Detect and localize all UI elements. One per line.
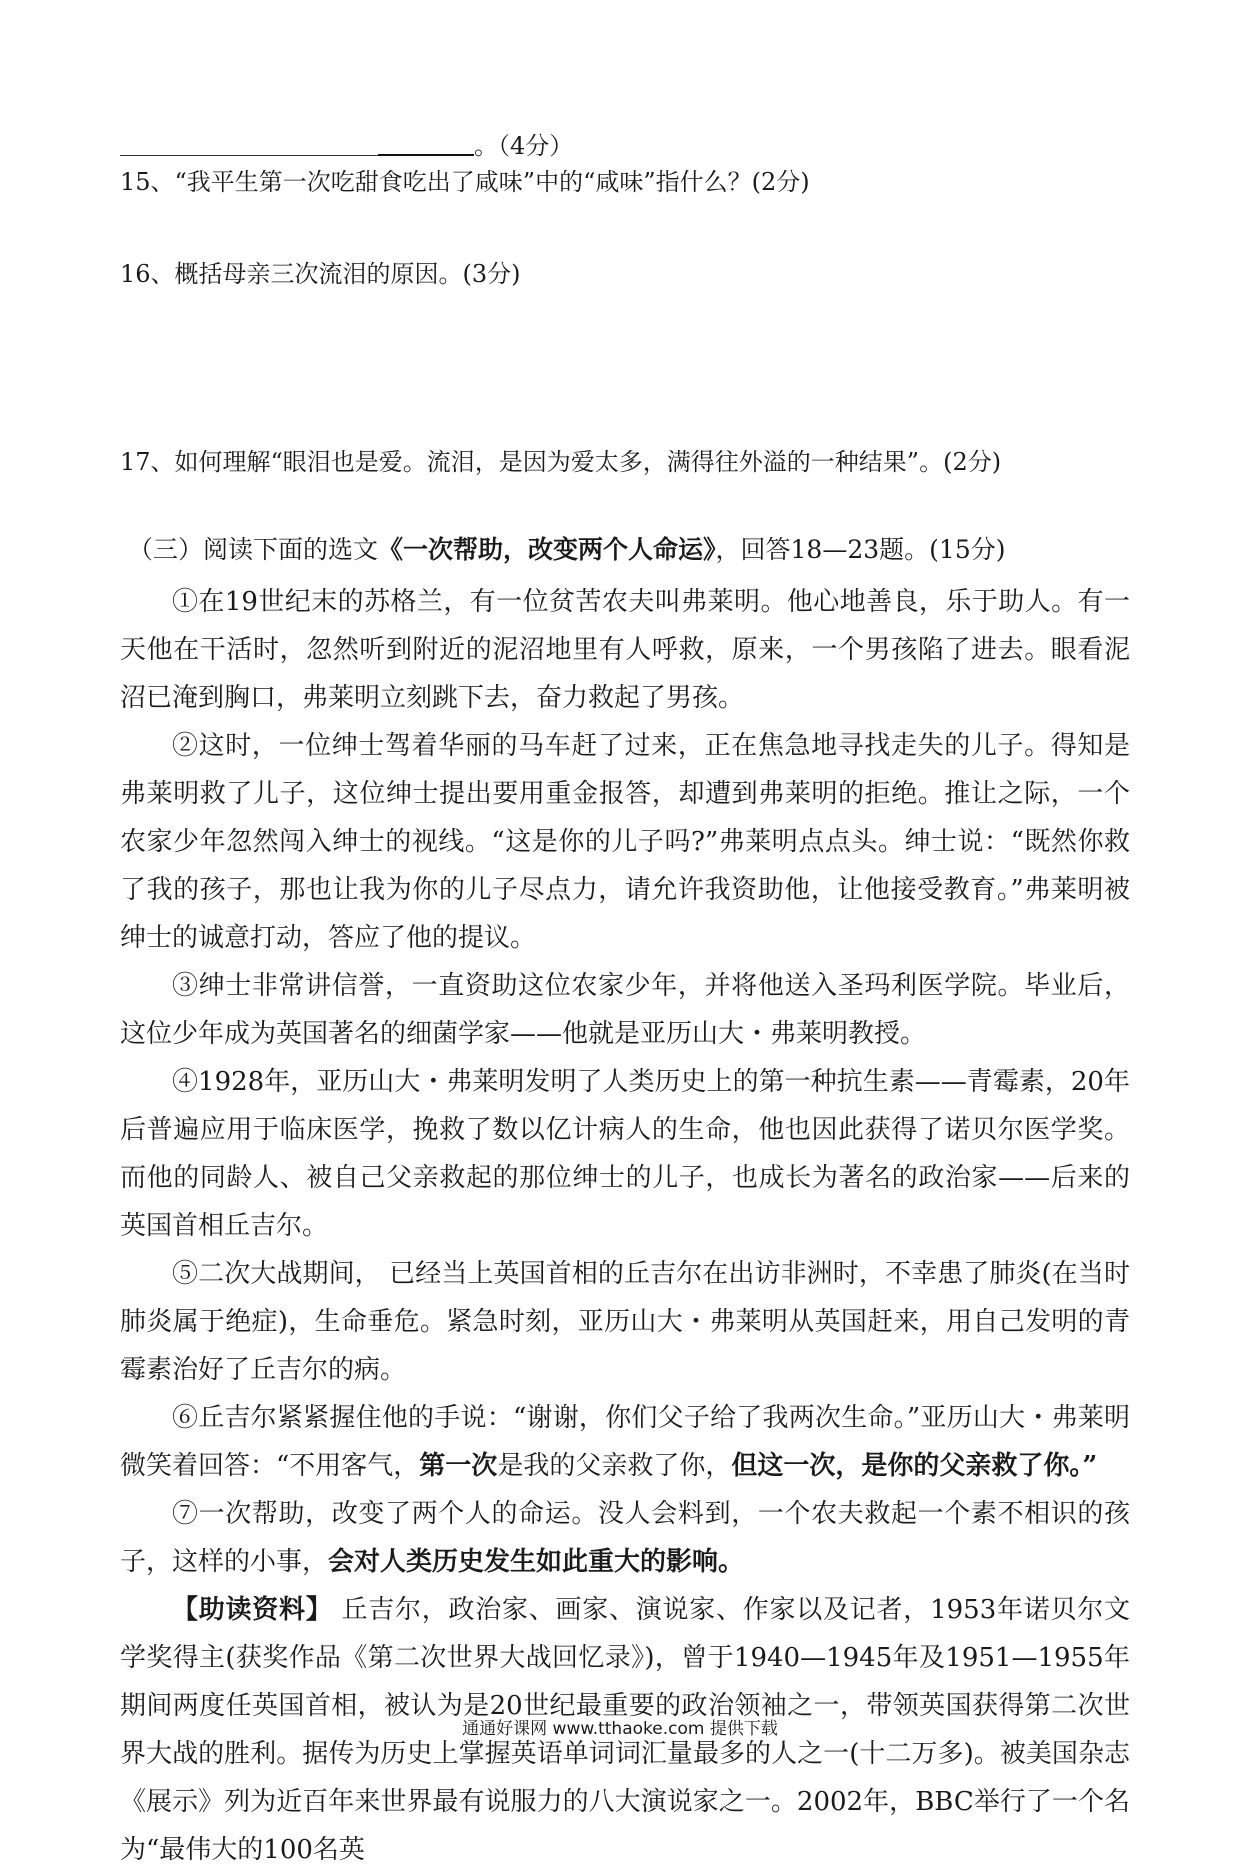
blank-underline (120, 137, 378, 156)
p6-emphasis-2: 但这一次，是你的父亲救了你。” (731, 1451, 1098, 1481)
paragraph-2: ②这时，一位绅士驾着华丽的马车赶了过来，正在焦急地寻找走失的儿子。得知是弗莱明救了儿子，这位绅士提出要用重金报答，却遭到弗莱明的拒绝。推让之际，一个农家少年忽然闯入绅士的视线。“这是你的儿子吗?”弗莱明点点头。绅士说：“既然你救了我的孩子，那也让我为你的儿子尽点力，请允许我资助他，让他接受教育。”弗莱明被绅士的诚意打动，答应了他的提议。 (120, 731, 1130, 953)
q14-score: 。（4分） (474, 132, 574, 160)
paragraph-4: ④1928年，亚历山大・弗莱明发明了人类历史上的第一种抗生素——青霉素，20年后普遍应用于临床医学，挽救了数以亿计病人的生命，他也因此获得了诺贝尔医学奖。而他的同龄人、被自己父亲救起的那位绅士的儿子，也成长为著名的政治家——后来的英国首相丘吉尔。 (120, 1067, 1130, 1241)
p7-text-a: ⑦一次帮助，改变了两个人的命运。没人会料到，一个农夫救起一个素不相识的孩子，这样的小事， (120, 1499, 1130, 1577)
question-15: 15、“我平生第一次吃甜食吃出了咸味”中的“咸味”指什么？(2分) (120, 168, 810, 196)
paragraph-1: ①在19世纪末的苏格兰，有一位贫苦农夫叫弗莱明。他心地善良，乐于助人。有一天他在干活时，忽然听到附近的泥沼地里有人呼救，原来，一个男孩陷了进去。眼看泥沼已淹到胸口，弗莱明立刻跳下去，奋力救起了男孩。 (120, 587, 1130, 713)
section-3-instruction: ，回答18—23题。(15分) (715, 535, 1006, 564)
p6-text-a: ⑥丘吉尔紧紧握住他的手说：“谢谢，你们父子给了我两次生命。”亚历山大・弗莱明微笑着回答：“不用客气， (120, 1403, 1130, 1481)
question-17: 17、如何理解“眼泪也是爱。流泪，是因为爱太多，满得往外溢的一种结果”。(2分) (120, 448, 1002, 476)
paragraph-5: ⑤二次大战期间， 已经当上英国首相的丘吉尔在出访非洲时，不幸患了肺炎(在当时肺炎属于绝症)，生命垂危。紧急时刻，亚历山大・弗莱明从英国赶来，用自己发明的青霉素治好了丘吉尔的病。 (120, 1259, 1130, 1385)
paragraph-6 (120, 1394, 1130, 1490)
p6-text-c: 是我的父亲救了你， (497, 1451, 732, 1481)
section-3-heading (128, 530, 1005, 570)
paragraph-3: ③绅士非常讲信誉，一直资助这位农家少年，并将他送入圣玛利医学院。毕业后，这位少年成为英国著名的细菌学家——他就是亚历山大・弗莱明教授。 (120, 971, 1130, 1049)
answer-blank-q14 (120, 128, 573, 164)
reading-aid-label: 【助读资料】 (172, 1595, 333, 1625)
question-16: 16、概括母亲三次流泪的原因。(3分) (120, 260, 521, 288)
article-title: 《一次帮助，改变两个人命运》 (378, 535, 716, 564)
page-footer: 通通好课网 www.tthaoke.com 提供下载 (462, 1719, 778, 1739)
reading-aid-text: 丘吉尔，政治家、画家、演说家、作家以及记者，1953年诺贝尔文学奖得主(获奖作品《第二次世界大战回忆录》)，曾于1940—1945年及1951—1955年期间两度任英国首相，被认为是20世纪最重要的政治领袖之一，带领英国获得第二次世界大战的胜利。据传为历史上掌握英语单词词汇量最多的人之一(十二万多)。被美国杂志《展示》列为近百年来世界最有说服力的八大演说家之一。2002年，BBC举行了一个名为“最伟大的100名英 (120, 1595, 1130, 1865)
paragraph-7 (120, 1490, 1130, 1586)
p6-emphasis-1: 第一次 (419, 1451, 498, 1481)
p7-emphasis: 会对人类历史发生如此重大的影响。 (328, 1547, 745, 1577)
blank-underline-bold (378, 136, 474, 156)
section-3-intro: （三）阅读下面的选文 (128, 535, 379, 564)
